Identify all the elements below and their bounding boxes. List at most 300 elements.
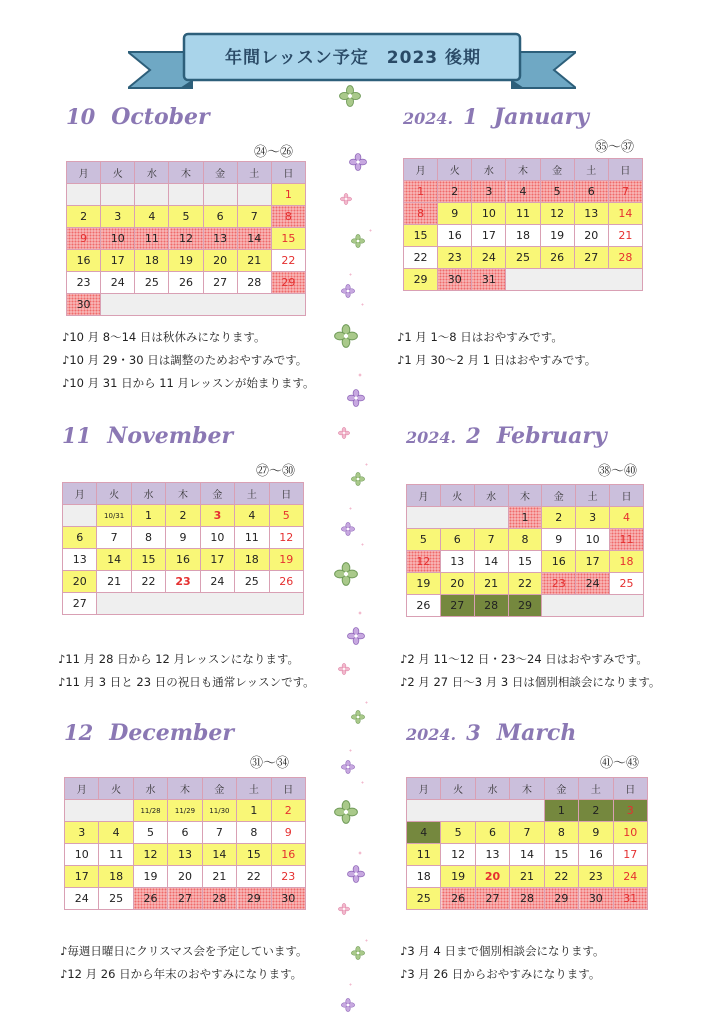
calendar-day-cell: 6 [475,822,509,844]
calendar-day-cell [65,800,134,822]
calendar-table [403,158,643,291]
calendar-day-cell: 6 [168,822,202,844]
calendar-day-cell: 11 [235,527,269,549]
note-line: ♪毎週日曜日にクリスマス会を予定しています。 [60,944,308,958]
calendar-day-cell: 12 [269,527,303,549]
month-title [66,104,210,130]
month-number: 12 [64,720,94,745]
flower-icon [347,627,365,649]
weekday-header: 金 [540,159,574,181]
weekday-header: 金 [200,483,234,505]
calendar-day-cell: 3 [65,822,99,844]
calendar-day-cell: 7 [510,822,544,844]
calendar-day-cell: 31 [613,888,647,910]
calendar-day-cell: 17 [472,225,506,247]
flower-icon [351,709,365,728]
calendar-day-cell: 17 [576,551,610,573]
month-name: March [496,720,577,746]
calendar-day-cell: 9 [542,529,576,551]
lesson-range: ㊶～㊸ [600,756,640,771]
flower-icon [341,759,355,778]
calendar-day-cell: 16 [67,250,101,272]
calendar-day-cell: 7 [608,181,642,203]
weekday-header-row [65,778,306,800]
calendar-day-cell: 6 [203,206,237,228]
calendar-week-row [404,225,643,247]
flower-icon [361,291,364,310]
calendar-day-cell: 29 [237,888,271,910]
calendar-day-cell: 8 [404,203,438,225]
calendar-table [62,482,304,615]
calendar-day-cell: 27 [63,593,97,615]
calendar-day-cell: 26 [540,247,574,269]
calendar-day-cell: 25 [610,573,644,595]
calendar-day-cell: 8 [544,822,578,844]
calendar-day-cell: 25 [407,888,441,910]
calendar-day-cell: 22 [271,250,305,272]
calendar-day-cell: 24 [65,888,99,910]
calendar-day-cell: 2 [579,800,613,822]
calendar-day-cell: 8 [508,529,542,551]
month-number: 2 [466,423,481,448]
calendar-day-cell: 2 [271,800,305,822]
calendar-day-cell: 2 [438,181,472,203]
weekday-header: 月 [67,162,101,184]
weekday-header: 水 [472,159,506,181]
calendar-day-cell [407,507,509,529]
calendar-day-cell: 23 [67,272,101,294]
month-notes [58,648,315,694]
calendar-day-cell: 20 [574,225,608,247]
calendar-day-cell: 14 [237,228,271,250]
calendar-day-cell: 30 [438,269,472,291]
calendar-day-cell: 30 [271,888,305,910]
calendar-day-cell: 15 [131,549,165,571]
weekday-header: 火 [441,778,475,800]
calendar-day-cell: 8 [131,527,165,549]
weekday-header-row [67,162,306,184]
weekday-header: 日 [269,483,303,505]
calendar-day-cell: 7 [474,529,508,551]
note-line: ♪11 月 28 日から 12 月レッスンになります。 [58,652,299,666]
calendar-week-row [407,595,644,617]
weekday-header: 月 [63,483,97,505]
weekday-header: 金 [203,162,237,184]
weekday-header: 火 [438,159,472,181]
month-title [406,720,576,746]
note-line: ♪12 月 26 日から年末のおやすみになります。 [60,967,303,981]
calendar-day-cell: 16 [271,844,305,866]
calendar-day-cell: 3 [472,181,506,203]
calendar-day-cell: 27 [168,888,202,910]
calendar-day-cell: 10 [613,822,647,844]
weekday-header: 土 [579,778,613,800]
flower-icon [351,471,365,490]
month-title [64,720,234,746]
calendar-table [64,777,306,910]
calendar-day-cell: 11/29 [168,800,202,822]
calendar-day-cell: 3 [576,507,610,529]
calendar-day-cell: 12 [540,203,574,225]
calendar-day-cell: 9 [271,822,305,844]
calendar-day-cell: 7 [97,527,131,549]
calendar-day-cell: 11 [135,228,169,250]
month-name: December [109,720,234,746]
calendar-day-cell: 14 [510,844,544,866]
weekday-header: 土 [235,483,269,505]
calendar-day-cell: 13 [63,549,97,571]
calendar-day-cell [135,184,169,206]
calendar-day-cell: 20 [440,573,474,595]
calendar-day-cell [63,505,97,527]
calendar-day-cell: 11 [506,203,540,225]
calendar-day-cell: 5 [441,822,475,844]
calendar-day-cell: 4 [135,206,169,228]
calendar-day-cell: 6 [63,527,97,549]
calendar-day-cell: 25 [506,247,540,269]
calendar-day-cell: 27 [203,272,237,294]
flower-icon [341,283,355,302]
calendar-table [66,161,306,316]
calendar-day-cell: 23 [271,866,305,888]
calendar-day-cell: 5 [540,181,574,203]
calendar-day-cell: 27 [574,247,608,269]
calendar-week-row [63,527,304,549]
calendar-day-cell: 16 [438,225,472,247]
flower-icon [361,769,364,788]
calendar-day-cell: 3 [200,505,234,527]
calendar-week-row [67,272,306,294]
weekday-header: 水 [475,778,509,800]
month-notes [60,940,307,986]
flower-icon [369,217,372,236]
calendar-day-cell: 11/30 [202,800,236,822]
weekday-header-row [407,778,648,800]
calendar-day-cell [542,595,644,617]
calendar-week-row [67,250,306,272]
calendar-week-row [65,866,306,888]
weekday-header: 火 [97,483,131,505]
calendar-day-cell: 13 [203,228,237,250]
calendar-day-cell: 3 [613,800,647,822]
calendar-day-cell: 21 [474,573,508,595]
weekday-header: 水 [133,778,167,800]
calendar-day-cell: 5 [133,822,167,844]
calendar-day-cell: 21 [97,571,131,593]
flower-icon [358,362,362,381]
calendar-day-cell: 14 [202,844,236,866]
month-name: January [493,104,590,130]
flower-icon [338,660,350,679]
lesson-range: ㉔～㉖ [254,145,294,160]
weekday-header: 木 [506,159,540,181]
calendar-day-cell: 28 [474,595,508,617]
month-title [403,104,589,130]
weekday-header: 月 [404,159,438,181]
month-notes [400,648,660,694]
calendar-day-cell [67,184,101,206]
calendar-day-cell: 11/28 [133,800,167,822]
calendar-day-cell: 19 [441,866,475,888]
calendar-day-cell: 29 [544,888,578,910]
calendar-day-cell [506,269,643,291]
calendar-day-cell [407,800,545,822]
weekday-header: 土 [576,485,610,507]
calendar-day-cell: 4 [610,507,644,529]
calendar-day-cell: 19 [540,225,574,247]
calendar-day-cell: 22 [544,866,578,888]
calendar-week-row [67,206,306,228]
weekday-header-row [407,485,644,507]
calendar-day-cell: 29 [508,595,542,617]
weekday-header: 木 [166,483,200,505]
note-line: ♪10 月 8～14 日は秋休みになります。 [62,330,266,344]
flower-icon [365,451,368,470]
calendar-day-cell: 20 [475,866,509,888]
flower-icon [349,971,352,990]
calendar-day-cell: 14 [97,549,131,571]
calendar-day-cell: 14 [474,551,508,573]
calendar-week-row [404,203,643,225]
calendar-day-cell: 12 [407,551,441,573]
calendar-week-row [67,228,306,250]
calendar-day-cell: 26 [441,888,475,910]
note-line: ♪10 月 29・30 日は調整のためおやすみです。 [62,353,308,367]
weekday-header: 木 [510,778,544,800]
calendar-day-cell: 21 [510,866,544,888]
weekday-header: 金 [542,485,576,507]
note-line: ♪1 月 1～8 日はおやすみです。 [397,330,563,344]
calendar-week-row [404,247,643,269]
calendar-day-cell: 29 [404,269,438,291]
calendar-day-cell: 17 [101,250,135,272]
weekday-header: 土 [574,159,608,181]
calendar-day-cell: 20 [63,571,97,593]
calendar-day-cell: 24 [200,571,234,593]
calendar-day-cell: 25 [135,272,169,294]
calendar-day-cell: 21 [608,225,642,247]
month-year: 2024. [406,725,457,744]
flower-icon [341,521,355,540]
calendar-week-row [63,571,304,593]
note-line: ♪1 月 30～2 月 1 日はおやすみです。 [397,353,597,367]
month-notes [400,940,605,986]
month-title [406,423,607,449]
calendar-day-cell: 24 [576,573,610,595]
flower-icon [351,233,365,252]
calendar-day-cell: 26 [133,888,167,910]
calendar-day-cell [97,593,304,615]
calendar-day-cell: 18 [407,866,441,888]
calendar-day-cell: 25 [235,571,269,593]
calendar-week-row [63,593,304,615]
month-title [62,423,233,449]
calendar-day-cell: 22 [237,866,271,888]
calendar-week-row [65,844,306,866]
calendar-day-cell: 26 [169,272,203,294]
note-line: ♪2 月 11～12 日・23～24 日はおやすみです。 [400,652,648,666]
calendar-week-row [67,294,306,316]
calendar-week-row [65,822,306,844]
calendar-day-cell: 22 [508,573,542,595]
calendar-day-cell: 18 [235,549,269,571]
calendar-day-cell: 4 [407,822,441,844]
month-name: February [496,423,607,449]
calendar-day-cell: 28 [510,888,544,910]
calendar-day-cell: 17 [200,549,234,571]
calendar-day-cell: 9 [438,203,472,225]
month-year: 2024. [403,109,454,128]
flower-icon [349,153,367,175]
note-line: ♪2 月 27 日～3 月 3 日は個別相談会になります。 [400,675,661,689]
calendar-day-cell: 4 [99,822,133,844]
month-name: October [111,104,210,130]
flower-icon [349,495,352,514]
weekday-header: 土 [237,778,271,800]
calendar-day-cell: 13 [168,844,202,866]
flower-icon [358,840,362,859]
calendar-week-row [65,800,306,822]
calendar-day-cell: 28 [237,272,271,294]
calendar-day-cell: 4 [506,181,540,203]
calendar-day-cell: 16 [579,844,613,866]
calendar-day-cell: 3 [101,206,135,228]
calendar-day-cell: 10 [65,844,99,866]
calendar-day-cell: 16 [166,549,200,571]
calendar-day-cell: 19 [407,573,441,595]
weekday-header: 木 [169,162,203,184]
weekday-header: 木 [168,778,202,800]
flower-icon [334,562,358,590]
calendar-week-row [404,181,643,203]
calendar-day-cell: 15 [508,551,542,573]
calendar-day-cell: 23 [542,573,576,595]
flower-icon [351,945,365,964]
calendar-day-cell: 26 [407,595,441,617]
calendar-day-cell: 28 [202,888,236,910]
calendar-week-row [407,822,648,844]
calendar-day-cell: 13 [475,844,509,866]
calendar-day-cell: 18 [610,551,644,573]
weekday-header-row [63,483,304,505]
calendar-day-cell: 24 [613,866,647,888]
calendar-day-cell: 6 [440,529,474,551]
calendar-day-cell: 8 [237,822,271,844]
calendar-day-cell: 18 [506,225,540,247]
calendar-day-cell: 1 [237,800,271,822]
weekday-header: 日 [610,485,644,507]
calendar-day-cell: 29 [271,272,305,294]
flower-icon [361,531,364,550]
calendar-week-row [67,184,306,206]
flower-icon [365,689,368,708]
note-line: ♪10 月 31 日から 11 月レッスンが始まります。 [62,376,315,390]
calendar-day-cell: 23 [438,247,472,269]
calendar-day-cell: 1 [404,181,438,203]
calendar-day-cell: 23 [579,866,613,888]
calendar-day-cell: 22 [404,247,438,269]
calendar-day-cell: 12 [133,844,167,866]
calendar-day-cell: 25 [99,888,133,910]
weekday-header: 日 [271,162,305,184]
weekday-header: 金 [544,778,578,800]
calendar-day-cell: 2 [67,206,101,228]
calendar-day-cell: 5 [407,529,441,551]
calendar-table [406,484,644,617]
month-name: November [107,423,234,449]
calendar-day-cell: 30 [579,888,613,910]
calendar-day-cell: 7 [202,822,236,844]
month-number: 10 [66,104,96,129]
calendar-day-cell: 21 [202,866,236,888]
calendar-day-cell: 5 [269,505,303,527]
lesson-range: ㉟～㊲ [595,140,635,155]
calendar-week-row [407,529,644,551]
calendar-day-cell: 24 [101,272,135,294]
calendar-day-cell: 19 [269,549,303,571]
calendar-day-cell: 2 [542,507,576,529]
weekday-header: 火 [440,485,474,507]
calendar-day-cell [101,184,135,206]
lesson-range: ㊳～㊵ [598,464,638,479]
calendar-day-cell: 7 [237,206,271,228]
calendar-day-cell: 10 [101,228,135,250]
flower-icon [338,900,350,919]
calendar-day-cell: 10 [200,527,234,549]
calendar-day-cell: 19 [169,250,203,272]
calendar-day-cell: 23 [166,571,200,593]
calendar-day-cell: 9 [67,228,101,250]
weekday-header: 水 [131,483,165,505]
month-notes [62,326,314,395]
calendar-day-cell: 11 [610,529,644,551]
note-line: ♪11 月 3 日と 23 日の祝日も通常レッスンです。 [58,675,315,689]
calendar-day-cell: 20 [168,866,202,888]
calendar-day-cell: 10 [472,203,506,225]
calendar-day-cell: 27 [475,888,509,910]
calendar-day-cell: 20 [203,250,237,272]
calendar-day-cell: 8 [271,206,305,228]
calendar-week-row [407,551,644,573]
calendar-day-cell: 15 [544,844,578,866]
calendar-day-cell [203,184,237,206]
lesson-range: ㉛～㉞ [250,756,290,771]
calendar-day-cell: 15 [271,228,305,250]
calendar-day-cell: 28 [608,247,642,269]
month-number: 1 [463,104,478,129]
calendar-day-cell: 26 [269,571,303,593]
calendar-day-cell: 5 [169,206,203,228]
calendar-day-cell: 17 [65,866,99,888]
flower-icon [358,600,362,619]
calendar-day-cell: 22 [131,571,165,593]
calendar-day-cell: 30 [67,294,101,316]
weekday-header: 火 [99,778,133,800]
flower-icon [334,800,358,828]
calendar-day-cell: 24 [472,247,506,269]
note-line: ♪3 月 4 日まで個別相談会になります。 [400,944,605,958]
calendar-day-cell: 1 [131,505,165,527]
weekday-header-row [404,159,643,181]
calendar-day-cell: 2 [166,505,200,527]
calendar-day-cell: 16 [542,551,576,573]
calendar-week-row [407,800,648,822]
calendar-day-cell: 17 [613,844,647,866]
weekday-header: 水 [474,485,508,507]
weekday-header: 火 [101,162,135,184]
calendar-day-cell: 10/31 [97,505,131,527]
flower-icon [340,190,352,209]
